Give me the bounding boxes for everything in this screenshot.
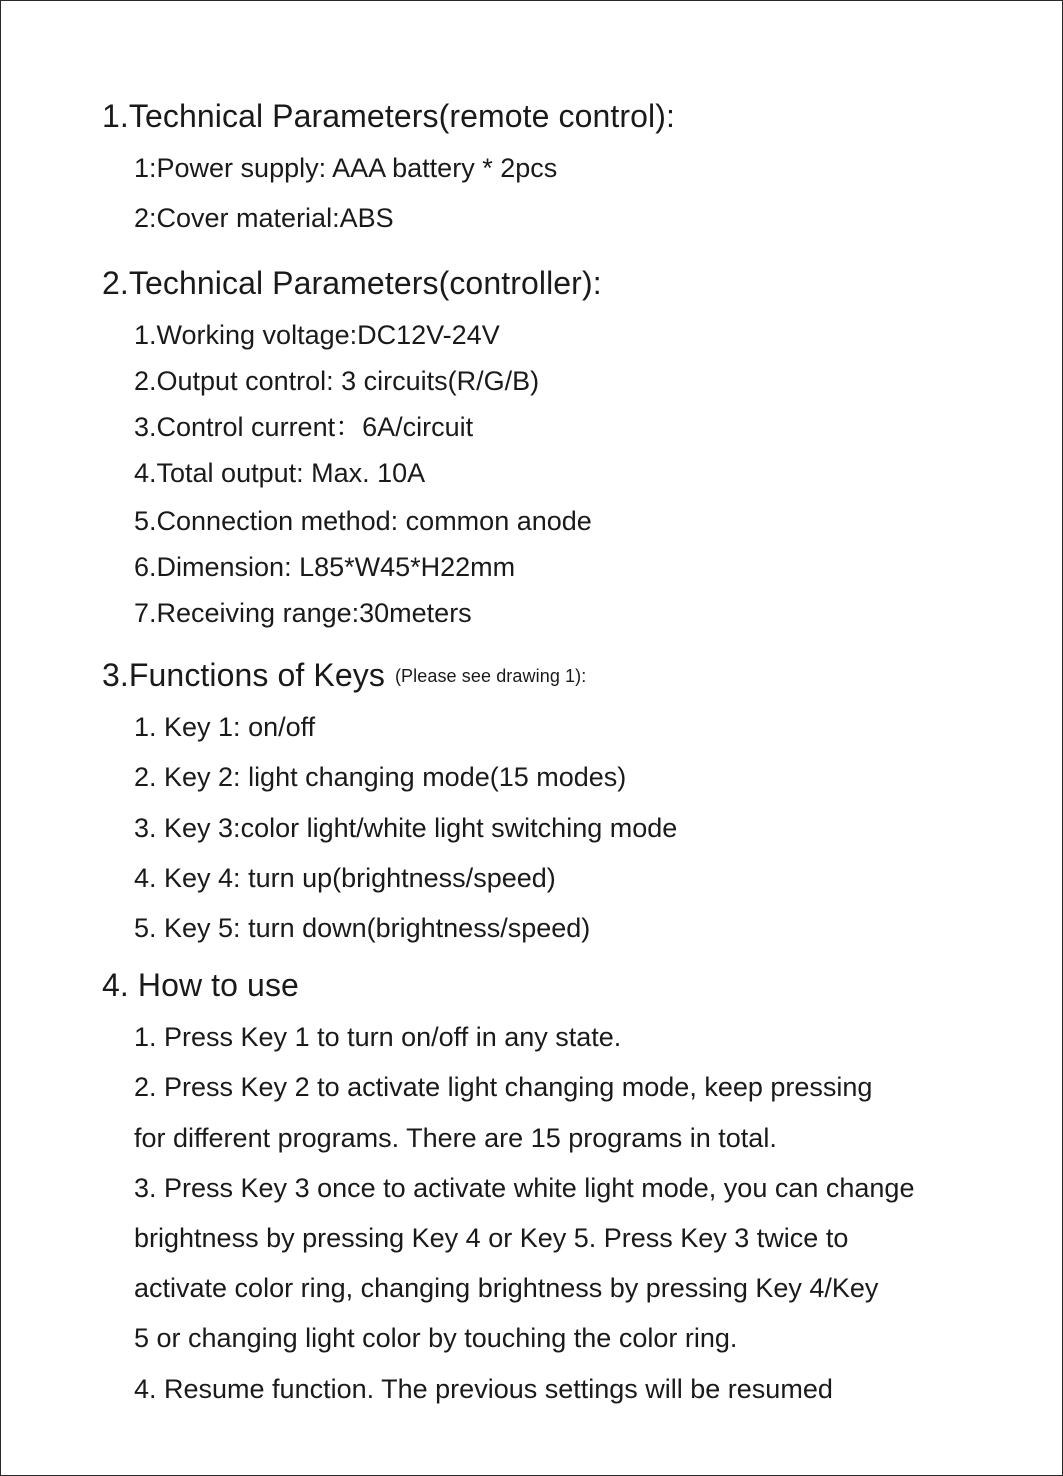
list-item: 5.Connection method: common anode <box>134 506 592 536</box>
list-item: 1. Press Key 1 to turn on/off in any state. <box>134 1022 622 1052</box>
list-item: 4.Total output: Max. 10A <box>134 458 426 488</box>
list-item: 4. Resume function. The previous settings will be resumed <box>134 1374 833 1404</box>
section-title-how-to-use: 4. How to use <box>102 967 299 1003</box>
list-item: 1.Working voltage:DC12V-24V <box>134 320 500 350</box>
list-item: 1. Key 1: on/off <box>134 712 316 742</box>
list-item: for different programs. There are 15 programs in total. <box>134 1123 777 1153</box>
list-item: 6.Dimension: L85*W45*H22mm <box>134 552 516 582</box>
section-note: (Please see drawing 1): <box>394 666 587 686</box>
list-item: 7.Receiving range:30meters <box>134 598 472 628</box>
list-item: 2. Key 2: light changing mode(15 modes) <box>134 762 627 792</box>
list-item: 3. Key 3:color light/white light switching mode <box>134 813 678 843</box>
list-item: brightness by pressing Key 4 or Key 5. Press Key 3 twice to <box>134 1223 849 1253</box>
list-item: 2.Output control: 3 circuits(R/G/B) <box>134 366 540 396</box>
list-item: 5. Key 5: turn down(brightness/speed) <box>134 913 591 943</box>
section-title-functions-of-keys <box>102 657 586 694</box>
list-item: 5 or changing light color by touching the color ring. <box>134 1323 738 1353</box>
list-item: 1:Power supply: AAA battery * 2pcs <box>134 153 558 183</box>
section-title-text: 3.Functions of Keys <box>102 657 385 693</box>
list-item: activate color ring, changing brightness by pressing Key 4/Key <box>134 1273 879 1303</box>
list-item: 2. Press Key 2 to activate light changing mode, keep pressing <box>134 1072 873 1102</box>
section-title-controller: 2.Technical Parameters(controller): <box>102 265 602 301</box>
list-item: 3.Control current：6A/circuit <box>134 412 474 442</box>
list-item: 3. Press Key 3 once to activate white light mode, you can change <box>134 1173 915 1203</box>
list-item: 2:Cover material:ABS <box>134 203 394 233</box>
section-title-remote-control: 1.Technical Parameters(remote control): <box>102 98 676 134</box>
list-item: 4. Key 4: turn up(brightness/speed) <box>134 863 556 893</box>
